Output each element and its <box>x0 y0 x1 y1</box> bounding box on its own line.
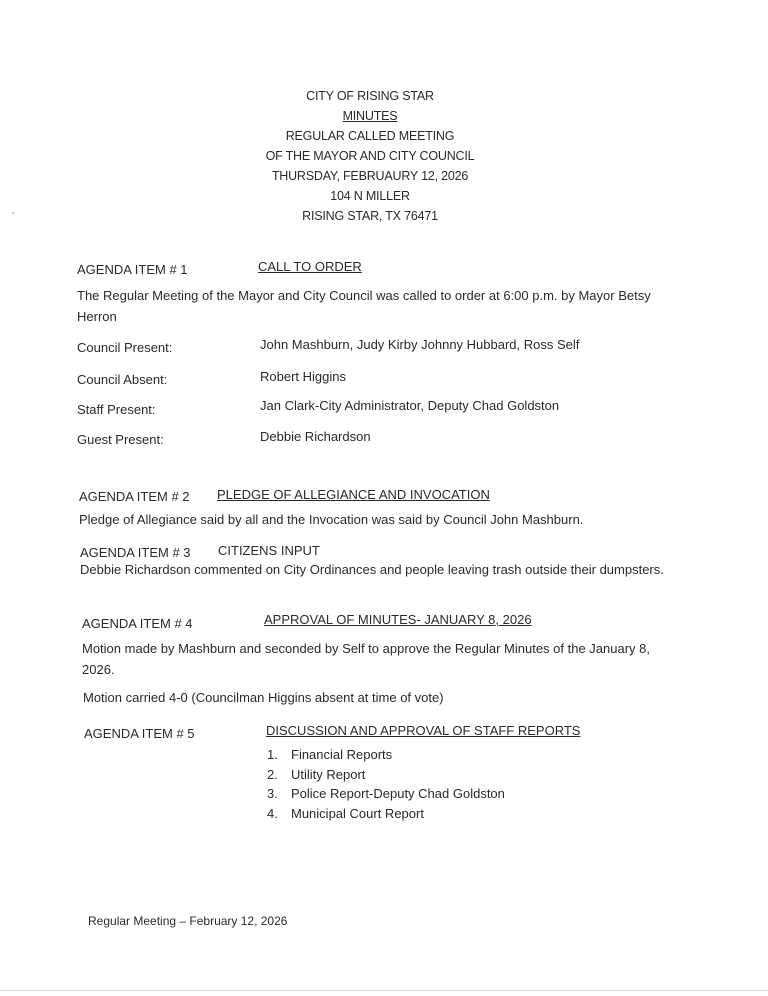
meeting-type: REGULAR CALLED MEETING <box>285 129 455 143</box>
meeting-date: THURSDAY, FEBRUAURY 12, 2026 <box>271 169 469 183</box>
staff-present-value: Jan Clark-City Administrator, Deputy Chad Goldston <box>260 398 560 413</box>
page-footer: Regular Meeting – February 12, 2026 <box>88 914 288 928</box>
council-present-label: Council Present: <box>77 340 173 355</box>
agenda-item-2-title: PLEDGE OF ALLEGIANCE AND INVOCATION <box>217 487 490 502</box>
agenda-item-4-label: AGENDA ITEM # 4 <box>82 616 193 631</box>
agenda-item-1-title: CALL TO ORDER <box>258 259 362 274</box>
report-police: Police Report-Deputy Chad Goldston <box>291 786 505 801</box>
agenda-item-1-label: AGENDA ITEM # 1 <box>77 262 188 277</box>
staff-present-label: Staff Present: <box>77 402 156 417</box>
agenda-item-2-label: AGENDA ITEM # 2 <box>79 489 190 504</box>
agenda-item-3-text: Debbie Richardson commented on City Ordinances and people leaving trash outside their dumpsters. <box>80 562 664 577</box>
list-item: 4. Municipal Court Report <box>267 805 424 821</box>
address-city: RISING STAR, TX 76471 <box>302 209 438 223</box>
agenda-item-3-label: AGENDA ITEM # 3 <box>80 545 191 560</box>
council-absent-label: Council Absent: <box>77 372 168 387</box>
meeting-body: OF THE MAYOR AND CITY COUNCIL <box>265 149 475 163</box>
address-street: 104 N MILLER <box>330 189 410 203</box>
report-financial: Financial Reports <box>291 747 393 762</box>
list-item: 3. Police Report-Deputy Chad Goldston <box>267 786 505 801</box>
agenda-item-3-title: CITIZENS INPUT <box>218 543 320 558</box>
city-name: CITY OF RISING STAR <box>306 89 434 103</box>
list-item: 1. Financial Reports <box>267 747 393 762</box>
agenda-item-4-result: Motion carried 4-0 (Councilman Higgins absent at time of vote) <box>83 690 444 705</box>
agenda-item-1-text: The Regular Meeting of the Mayor and City Council was called to order at 6:00 p.m. by Mayor Betsy Herron <box>77 288 651 324</box>
council-absent-value: Robert Higgins <box>260 369 346 384</box>
scan-edge-line <box>0 990 768 991</box>
staff-reports-list <box>267 745 505 823</box>
agenda-item-4-text: Motion made by Mashburn and seconded by Self to approve the Regular Minutes of the January 8, 2026. <box>82 641 651 677</box>
agenda-item-5-label: AGENDA ITEM # 5 <box>84 726 195 741</box>
guest-present-value: Debbie Richardson <box>260 429 371 444</box>
report-utility: Utility Report <box>291 766 366 782</box>
report-municipal-court: Municipal Court Report <box>291 805 424 821</box>
agenda-item-5-title: DISCUSSION AND APPROVAL OF STAFF REPORTS <box>266 723 581 738</box>
document-type: MINUTES <box>342 109 398 123</box>
council-present-value: John Mashburn, Judy Kirby Johnny Hubbard, Ross Self <box>260 337 580 352</box>
agenda-item-2-text: Pledge of Allegiance said by all and the Invocation was said by Council John Mashburn. <box>79 512 584 527</box>
guest-present-label: Guest Present: <box>77 432 164 447</box>
document-header <box>0 86 740 226</box>
list-item: 2. Utility Report <box>267 766 366 782</box>
agenda-item-4-title: APPROVAL OF MINUTES- JANUARY 8, 2026 <box>264 612 532 627</box>
